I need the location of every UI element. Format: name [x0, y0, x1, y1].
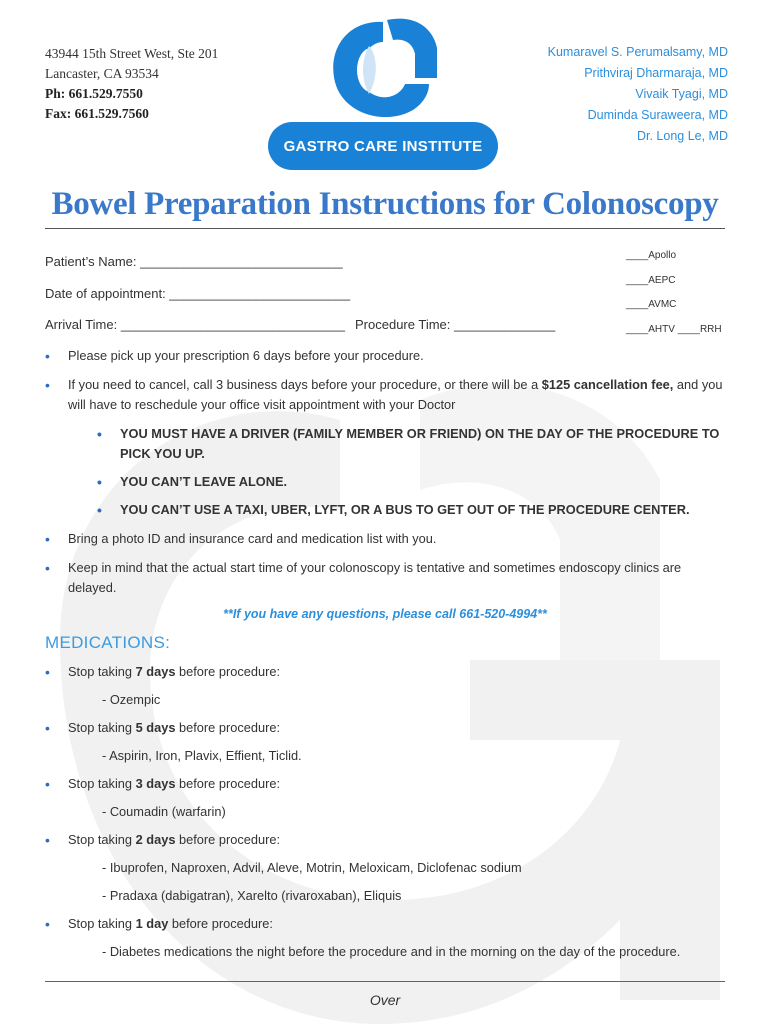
address-city: Lancaster, CA 93534 [45, 66, 159, 81]
list-item [45, 558, 725, 598]
bullet-icon: • [97, 426, 102, 442]
list-item [45, 774, 725, 794]
medication-item: - Ibuprofen, Naproxen, Advil, Aleve, Motrin, Meloxicam, Diclofenac sodium [102, 860, 522, 875]
stop-days: 1 day [135, 916, 169, 931]
questions-phone[interactable]: **If you have any questions, please call 661-520-4994** [223, 607, 547, 621]
phone-number: Ph: 661.529.7550 [45, 86, 143, 101]
doctor-name: Kumaravel S. Perumalsamy, MD [547, 45, 728, 59]
bullet-icon: • [45, 832, 50, 848]
doctor-name: Duminda Suraweera, MD [587, 108, 728, 122]
bullet-icon: • [45, 916, 50, 932]
medications-heading: MEDICATIONS: [45, 633, 171, 652]
instruction-text: before procedure: [175, 720, 281, 735]
fax-number: Fax: 661.529.7560 [45, 106, 149, 121]
appointment-date-field[interactable]: Date of appointment: _________________________ [45, 286, 351, 301]
instruction-text: Stop taking [68, 832, 136, 847]
clinic-address [45, 44, 218, 124]
instruction-text: before procedure: [175, 832, 281, 847]
instruction-text: Please pick up your prescription 6 days before your procedure. [68, 348, 424, 363]
bullet-icon: • [97, 474, 102, 490]
location-option[interactable]: ____Apollo [626, 250, 677, 261]
arrival-time-field[interactable]: Arrival Time: _______________________________ [45, 317, 345, 332]
cancellation-fee: $125 cancellation fee, [541, 377, 674, 392]
instruction-text: Keep in mind that the actual start time of your colonoscopy is tentative and sometimes endoscopy clinics are delayed. [68, 560, 682, 595]
medication-item: - Pradaxa (dabigatran), Xarelto (rivaroxaban), Eliquis [102, 888, 402, 903]
list-item [45, 830, 725, 850]
bullet-icon: • [45, 531, 50, 547]
instruction-text: YOU CAN’T USE A TAXI, UBER, LYFT, OR A BUS TO GET OUT OF THE PROCEDURE CENTER. [120, 502, 690, 517]
list-item [45, 718, 725, 738]
page-title: Bowel Preparation Instructions for Colonoscopy [51, 186, 719, 222]
instructions-body [45, 346, 725, 962]
medication-item: - Ozempic [102, 692, 161, 707]
instruction-text: Stop taking [68, 720, 136, 735]
bullet-icon: • [45, 348, 50, 364]
doctor-name: Vivaik Tyagi, MD [635, 87, 728, 101]
instruction-text: Bring a photo ID and insurance card and medication list with you. [68, 531, 437, 546]
stop-days: 3 days [135, 776, 176, 791]
list-item [45, 914, 725, 934]
doctor-name: Prithviraj Dharmaraja, MD [584, 66, 728, 80]
instruction-text: before procedure: [168, 916, 273, 931]
bullet-icon: • [97, 502, 102, 518]
instruction-text: YOU CAN’T LEAVE ALONE. [120, 474, 288, 489]
address-street: 43944 15th Street West, Ste 201 [45, 46, 219, 61]
instruction-text: If you need to cancel, call 3 business days before your procedure, or there will be a [68, 377, 542, 392]
logo-g-icon [265, 14, 505, 134]
doctors-list [548, 42, 728, 147]
bullet-icon: • [45, 560, 50, 576]
location-checklist [626, 244, 722, 342]
list-item [97, 424, 725, 464]
instruction-text: Stop taking [68, 776, 136, 791]
over-label: Over [369, 992, 401, 1008]
patient-name-field[interactable]: Patient’s Name: ____________________________ [45, 254, 343, 269]
location-option[interactable]: ____AHTV ____RRH [626, 323, 722, 335]
location-option[interactable]: ____AEPC [626, 274, 676, 286]
stop-days: 2 days [135, 832, 176, 847]
location-option[interactable]: ____AVMC [626, 299, 677, 310]
doctor-name: Dr. Long Le, MD [636, 129, 728, 143]
bullet-icon: • [45, 720, 50, 736]
list-item [45, 662, 725, 682]
bullet-icon: • [45, 377, 50, 393]
bullet-icon: • [45, 664, 50, 680]
bullet-icon: • [45, 776, 50, 792]
list-item [45, 529, 725, 549]
instruction-text: before procedure: [175, 776, 281, 791]
clinic-logo [265, 14, 505, 174]
stop-days: 5 days [135, 720, 176, 735]
medication-item: - Diabetes medications the night before the procedure and in the morning on the day of the procedure. [102, 944, 681, 959]
footer-rule [45, 981, 725, 982]
list-item [97, 500, 725, 520]
procedure-time-field[interactable]: Procedure Time: ______________ [355, 317, 556, 332]
list-item [45, 375, 725, 415]
instruction-text: before procedure: [175, 664, 281, 679]
logo-name: GASTRO CARE INSTITUTE [268, 122, 498, 170]
instruction-text: YOU MUST HAVE A DRIVER (FAMILY MEMBER OR FRIEND) ON THE DAY OF THE PROCEDURE TO PICK YOU UP. [120, 426, 720, 461]
instruction-text: Stop taking [68, 664, 136, 679]
title-underline [45, 228, 725, 229]
list-item [45, 346, 725, 366]
instruction-text: Stop taking [68, 916, 136, 931]
medication-item: - Coumadin (warfarin) [102, 804, 226, 819]
instruction-text: and you will have to reschedule your office visit appointment with your Doctor [68, 377, 723, 412]
medication-item: - Aspirin, Iron, Plavix, Effient, Ticlid. [102, 748, 302, 763]
stop-days: 7 days [135, 664, 176, 679]
list-item [97, 472, 725, 492]
